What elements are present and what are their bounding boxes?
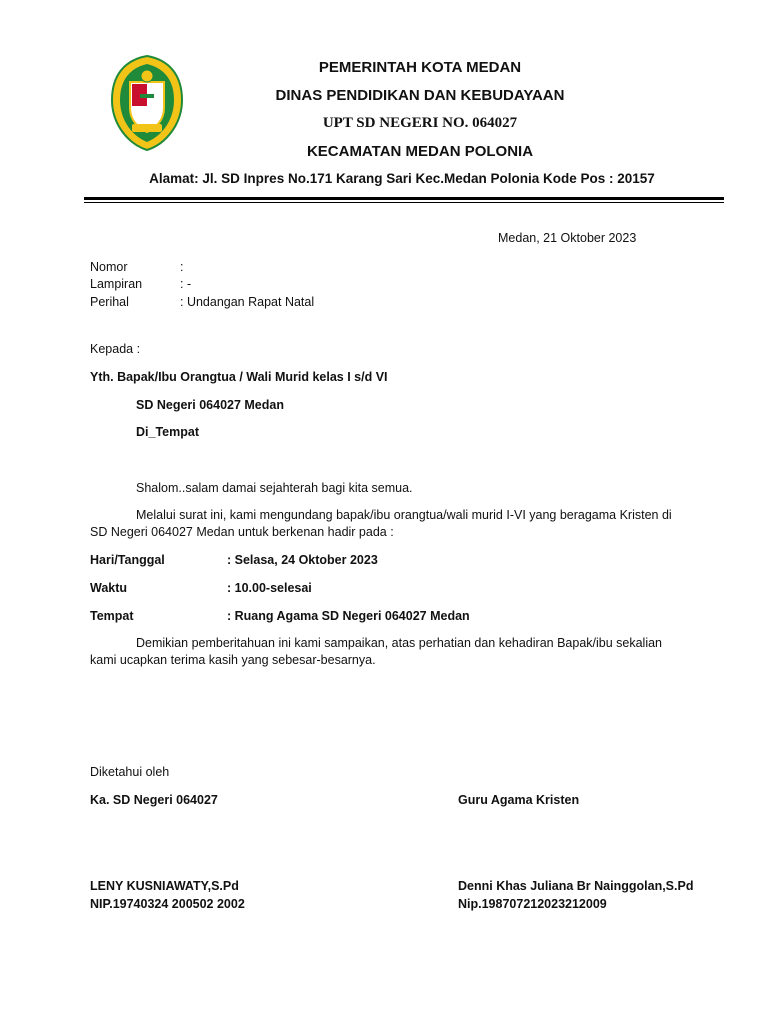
greeting: Shalom..salam damai sejahterah bagi kita semua. <box>136 481 413 495</box>
meta-label-lampiran: Lampiran <box>90 277 143 291</box>
header-department: DINAS PENDIDIKAN DAN KEBUDAYAAN <box>275 87 565 104</box>
meta-value-nomor: : <box>180 260 184 274</box>
signer-right-name: Denni Khas Juliana Br Nainggolan,S.Pd <box>458 879 694 893</box>
closing-paragraph: Demikian pemberitahuan ini kami sampaikan, atas perhatian dan kehadiran Bapak/ibu sekalian kami ucapkan terima kasih yang sebesar-besarnya. <box>90 636 663 667</box>
header-address: Alamat: Jl. SD Inpres No.171 Karang Sari Kec.Medan Polonia Kode Pos : 20157 <box>149 171 655 186</box>
meta-label-perihal: Perihal <box>90 295 129 309</box>
detail-label-date: Hari/Tanggal <box>90 553 165 567</box>
header-divider-thick <box>84 197 724 200</box>
letter-date: Medan, 21 Oktober 2023 <box>498 231 637 245</box>
detail-value-time: : 10.00-selesai <box>227 581 312 595</box>
meta-value-perihal: : Undangan Rapat Natal <box>180 295 315 309</box>
known-by-label: Diketahui oleh <box>90 765 170 779</box>
detail-label-venue: Tempat <box>90 609 134 623</box>
signer-right-title: Guru Agama Kristen <box>458 793 580 807</box>
header-district: KECAMATAN MEDAN POLONIA <box>306 143 534 160</box>
signer-left-name: LENY KUSNIAWATY,S.Pd <box>90 879 239 893</box>
header-school: UPT SD NEGERI NO. 064027 <box>322 115 518 131</box>
signer-left-nip: NIP.19740324 200502 2002 <box>90 897 245 911</box>
signer-left-title: Ka. SD Negeri 064027 <box>90 793 218 807</box>
recipient-place: Di_Tempat <box>136 425 199 439</box>
detail-value-date: : Selasa, 24 Oktober 2023 <box>227 553 378 567</box>
header-divider-thin <box>84 202 724 203</box>
body-paragraph: Melalui surat ini, kami mengundang bapak/ibu orangtua/wali murid I-VI yang beragama Kristen di SD Negeri 064027 Medan untuk berkenan hadir pada : <box>90 508 672 539</box>
recipient: Yth. Bapak/Ibu Orangtua / Wali Murid kelas I s/d VI <box>90 370 388 384</box>
meta-value-lampiran: : - <box>180 277 192 291</box>
detail-value-venue: : Ruang Agama SD Negeri 064027 Medan <box>227 609 470 623</box>
city-emblem-logo <box>104 52 190 152</box>
header-government: PEMERINTAH KOTA MEDAN <box>318 59 522 76</box>
to-label: Kepada : <box>90 342 141 356</box>
meta-label-nomor: Nomor <box>90 260 128 274</box>
recipient-school: SD Negeri 064027 Medan <box>136 398 284 412</box>
detail-label-time: Waktu <box>90 581 128 595</box>
signer-right-nip: Nip.198707212023212009 <box>458 897 607 911</box>
